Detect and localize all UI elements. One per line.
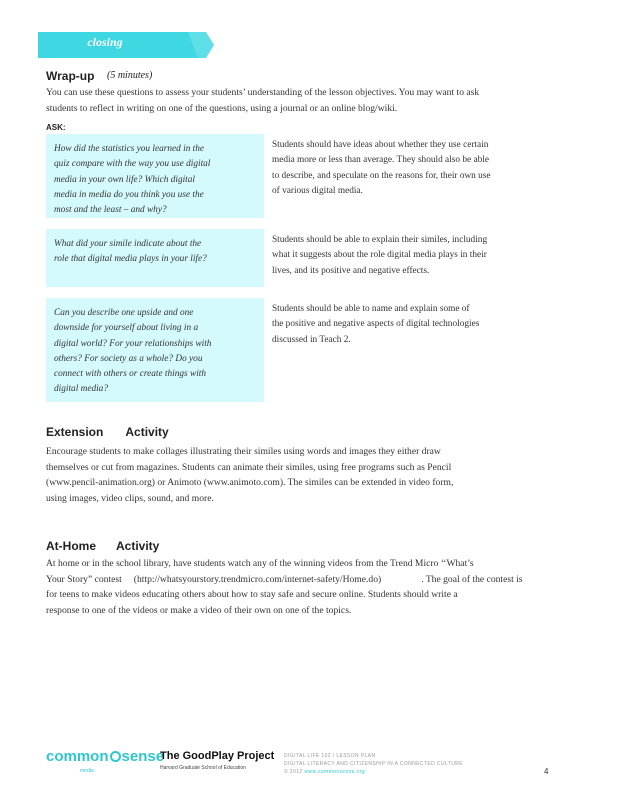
question-line: most and the least – and why? <box>54 205 167 216</box>
wrapup-duration: (5 minutes) <box>107 70 153 81</box>
answer-line: what it suggests about the role digital media plays in their <box>272 250 487 261</box>
athome-line-tail: . The goal of the contest is <box>421 573 523 585</box>
question-line: media in media do you think you use the <box>54 189 204 200</box>
extension-line: (www.pencil-animation.org) or Animoto (www.animoto.com). The similes can be extended in video form, <box>46 477 454 488</box>
goodplay-title: The GoodPlay Project <box>160 750 275 762</box>
answer-line: to describe, and speculate on the reasons for, their own use <box>272 170 491 181</box>
question-line: role that digital media plays in your life? <box>54 254 207 265</box>
wrapup-intro-line: You can use these questions to assess your students’ understanding of the lesson objectives. You may want to ask <box>46 87 480 98</box>
footer-meta-line <box>284 769 365 775</box>
wrapup-intro-line: students to reflect in writing on one of the questions, using a journal or an online blog/wiki. <box>46 102 398 114</box>
wrapup-heading: Wrap-up <box>46 69 95 83</box>
athome-line <box>46 572 606 588</box>
section-banner-label: closing <box>87 35 123 49</box>
question-box <box>46 298 264 402</box>
footer-copyright: © 2012 <box>284 769 303 775</box>
athome-line: response to one of the videos or make a video of their own on one of the topics. <box>46 604 352 616</box>
extension-line: using images, video clips, sound, and more. <box>46 492 214 504</box>
commonsense-logo <box>46 748 164 766</box>
footer-meta-line: DIGITAL LIFE 102 / LESSON PLAN <box>284 753 376 759</box>
question-line: connect with others or create things with <box>54 369 207 380</box>
athome-contest-name: Your Story” contest <box>46 573 122 585</box>
question-line: What did your simile indicate about the <box>54 239 202 249</box>
question-line: digital media? <box>54 384 108 395</box>
goodplay-subtitle: Harvard Graduate School of Education <box>160 765 246 771</box>
athome-heading-word: Activity <box>116 539 160 553</box>
logo-circle-icon <box>110 751 121 762</box>
answer-text <box>272 138 517 199</box>
answer-line: Students should have ideas about whether they use certain <box>272 140 489 150</box>
answer-text <box>272 233 517 279</box>
answer-line: Students should be able to explain their similes, including <box>272 235 488 245</box>
answer-line: media more or less than average. They should also be able <box>272 155 489 166</box>
ask-label: ASK: <box>46 123 66 132</box>
question-line: digital world? For your relationships with <box>54 338 212 349</box>
athome-contest-url[interactable]: (http://whatsyourstory.trendmicro.com/internet-safety/Home.do) <box>133 573 382 585</box>
question-box <box>46 229 264 287</box>
footer-website-link[interactable]: www.commonsense.org <box>304 769 366 775</box>
answer-line: of various digital media. <box>272 185 363 196</box>
question-line: Can you describe one upside and one <box>54 308 194 318</box>
page-number: 4 <box>544 767 549 776</box>
athome-heading-word: At-Home <box>46 539 96 553</box>
extension-line: themselves or cut from magazines. Students can animate their similes, using free programs such as Pencil <box>46 461 452 473</box>
answer-line: Students should be able to name and explain some of <box>272 304 470 314</box>
answer-line: the positive and negative aspects of digital technologies <box>272 319 480 330</box>
question-line: How did the statistics you learned in the <box>54 144 205 154</box>
logo-word: sense <box>121 748 165 765</box>
answer-line: lives, and its positive and negative effects. <box>272 265 430 276</box>
question-line: downside for yourself about living in a <box>54 323 199 334</box>
extension-heading-word: Extension <box>46 425 104 439</box>
extension-body <box>46 444 586 506</box>
footer-meta-line: DIGITAL LITERACY AND CITIZENSHIP IN A CONNECTED CULTURE <box>284 761 463 767</box>
athome-body <box>46 556 606 618</box>
question-line: others? For society as a whole? Do you <box>54 353 203 364</box>
extension-heading-word: Activity <box>125 425 169 439</box>
answer-text <box>272 302 517 348</box>
question-box <box>46 134 264 218</box>
athome-heading <box>46 539 159 553</box>
wrapup-intro <box>46 85 586 116</box>
logo-subtext: media <box>80 768 94 774</box>
logo-word: common <box>46 748 109 765</box>
answer-line: discussed in Teach 2. <box>272 334 351 345</box>
athome-line: At home or in the school library, have students watch any of the winning videos from the Trend Micro ‘‘What’s <box>46 558 474 569</box>
athome-line: for teens to make videos educating others about how to stay safe and secure online. Students should write a <box>46 589 458 600</box>
question-line: quiz compare with the way you use digital <box>54 159 211 170</box>
question-line: media in your own life? Which digital <box>54 174 195 185</box>
extension-line: Encourage students to make collages illustrating their similes using words and images they either draw <box>46 446 441 457</box>
extension-heading <box>46 425 169 439</box>
